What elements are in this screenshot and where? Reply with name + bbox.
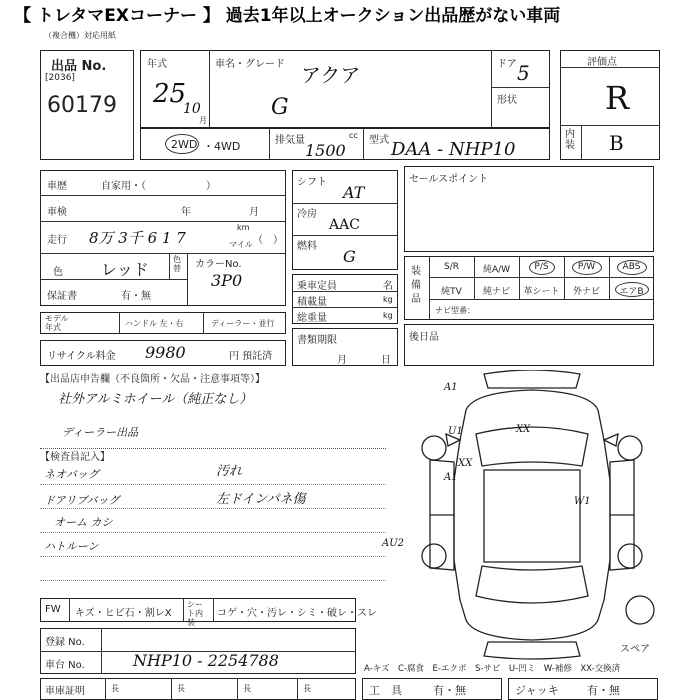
- damage-u1-left: U1: [448, 426, 463, 437]
- seat-text: コゲ・穴・汚レ・シミ・破レ・スレ: [217, 608, 377, 619]
- shift-box: [292, 170, 398, 270]
- inspector-left-2: ドアリブバッグ: [44, 494, 120, 507]
- dealer-label: ディーラー・並行: [211, 319, 275, 328]
- equip-abs: ABS: [622, 262, 641, 272]
- inspection-month: 月: [249, 207, 259, 218]
- inspector-right-1: 汚れ: [216, 464, 243, 479]
- equip-tv: 純TV: [441, 287, 462, 297]
- displacement-label: 排気量: [275, 135, 305, 146]
- handle-label: ハンドル 左・右: [125, 319, 184, 328]
- inspector-left-4: ハトルーン: [44, 540, 99, 553]
- fuel-value: G: [343, 247, 356, 266]
- shift-label: シフト: [297, 177, 327, 188]
- equip-pw: P/W: [577, 262, 596, 272]
- equip-aw: 純A/W: [482, 265, 511, 275]
- jack-label: ジャッキ: [515, 684, 559, 697]
- fw-text: キズ・ヒビ石・割レX: [75, 608, 172, 619]
- mileage-value: 8万 3千 6 1 7: [89, 229, 186, 247]
- color-code: 3P0: [211, 271, 243, 290]
- recycle-label: リサイクル料金: [47, 351, 116, 362]
- type-label: 型式: [369, 135, 389, 146]
- cert-cell-3: 長: [243, 684, 251, 693]
- recycle-box: [40, 340, 286, 366]
- model-year-box: [40, 312, 286, 334]
- load-label: 積載量: [297, 297, 327, 308]
- displacement-value: 1500: [305, 141, 346, 160]
- lot-box: [40, 50, 134, 160]
- mileage-km: km: [237, 223, 250, 232]
- damage-au2: AU2: [382, 538, 405, 549]
- weight-label: 総重量: [297, 313, 327, 324]
- registration-label: 登録 No.: [45, 637, 85, 648]
- score-value: R: [605, 79, 630, 117]
- damage-legend: A-キズ C-腐食 E-エクボ S-サビ U-凹ミ W-補修 XX-交換済: [364, 664, 621, 674]
- paper-note: （複合機）対応用紙: [44, 31, 116, 40]
- tools-value: 有・無: [433, 684, 466, 697]
- equip-airbag: エアB: [619, 287, 644, 297]
- inspection-year: 年: [181, 207, 191, 218]
- jack-box: [508, 678, 658, 700]
- after-notes-label: 後日品: [409, 332, 439, 343]
- recycle-value: 9980: [145, 343, 186, 362]
- inspector-left-3: オーム カシ: [54, 516, 113, 529]
- inspector-notes-label: 【検査員記入】: [40, 452, 110, 463]
- history-label: 車歴: [47, 181, 67, 192]
- equip-abs-circle: [617, 260, 647, 275]
- damage-a1-mid: A1: [444, 472, 458, 483]
- documents-box: [292, 328, 398, 366]
- model-name: アクア: [301, 63, 361, 87]
- capacity-label: 乗車定員: [297, 281, 337, 292]
- chassis-value: NHP10 - 2254788: [133, 651, 279, 670]
- damage-a1-top: A1: [444, 382, 458, 393]
- color-value: レッド: [101, 260, 149, 279]
- warranty-value: 有・無: [121, 291, 151, 302]
- tools-label: 工 具: [369, 684, 402, 697]
- load-unit: kg: [383, 295, 393, 304]
- documents-day: 日: [381, 355, 391, 366]
- jack-value: 有・無: [587, 684, 620, 697]
- chassis-label: 車台 No.: [45, 660, 85, 671]
- history-value: 自家用・（ ）: [101, 181, 216, 192]
- equip-sr: S/R: [444, 262, 459, 272]
- after-notes-box: [404, 324, 654, 366]
- inspector-left-1: ネオバッグ: [44, 468, 99, 481]
- fw-label: FW: [45, 604, 61, 615]
- year-model-box: [140, 50, 550, 128]
- score-box: [560, 50, 660, 160]
- drive-4wd: ・4WD: [203, 140, 241, 153]
- seller-note-1: 社外アルミホイール（純正なし）: [58, 392, 253, 407]
- shape-label: 形状: [497, 95, 517, 106]
- equip-airbag-circle: [615, 282, 649, 297]
- drive-circle: [165, 134, 199, 154]
- sales-point-label: セールスポイント: [409, 174, 489, 185]
- equip-pw-circle: [572, 260, 602, 275]
- interior-value: B: [609, 131, 624, 155]
- cert-box: [40, 678, 356, 700]
- warranty-label: 保証書: [47, 291, 77, 302]
- seller-note-2: ディーラー出品: [62, 426, 139, 439]
- color-change-label: 色替: [173, 255, 181, 273]
- year-label: 年式: [147, 59, 167, 70]
- equip-ps-circle: [529, 260, 555, 275]
- drive-2wd: 2WD: [171, 138, 198, 151]
- tools-box: [362, 678, 502, 700]
- model-year-label: モデル年式: [45, 314, 69, 332]
- vehicle-info-box: [40, 170, 286, 306]
- interior-label: 内装: [565, 129, 575, 151]
- door-value: 5: [517, 61, 530, 85]
- score-label: 評価点: [587, 57, 617, 68]
- equip-ps: P/S: [534, 262, 549, 272]
- year-value: 25: [153, 79, 187, 109]
- type-value: DAA - NHP10: [391, 139, 516, 160]
- year-month-unit: 月: [199, 116, 207, 125]
- year-month: 10: [183, 101, 201, 117]
- navi-model-label: ナビ型番：: [435, 306, 475, 315]
- cert-cell-1: 長: [111, 684, 119, 693]
- spare-label: スペア: [620, 644, 650, 655]
- aircon-label: 冷房: [297, 209, 317, 220]
- equip-ext-navi: 外ナビ: [572, 287, 600, 297]
- weight-unit: kg: [383, 311, 393, 320]
- cert-label: 車庫証明: [45, 686, 85, 697]
- sales-point-box: [404, 166, 654, 252]
- recycle-unit: 円 預託済: [229, 351, 273, 362]
- door-label: ドア: [497, 59, 517, 70]
- capacity-unit: 名: [383, 281, 393, 292]
- fw-row-box: [40, 598, 377, 627]
- color-label: 色: [53, 267, 63, 278]
- fuel-label: 燃料: [297, 241, 317, 252]
- lot-number: 60179: [47, 93, 117, 118]
- seat-label: シート内装: [187, 600, 203, 627]
- equipment-box: [404, 256, 654, 320]
- model-grade: G: [271, 95, 289, 120]
- equip-leather: 革シート: [523, 287, 560, 297]
- capacity-box: [292, 274, 398, 324]
- displacement-unit: cc: [349, 131, 358, 140]
- seller-notes-label: 【出品店申告欄（不良箇所・欠品・注意事項等）】: [40, 374, 265, 385]
- documents-month: 月: [337, 355, 347, 366]
- drive-type-box: [140, 128, 550, 160]
- lot-label: 出品 No.: [51, 59, 107, 74]
- banner-title: 【 トレタマEXコーナー 】 過去1年以上オークション出品歴がない車両: [0, 0, 700, 32]
- shift-value: AT: [343, 183, 365, 202]
- equip-navi: 純ナビ: [482, 287, 510, 297]
- inspector-right-2: 左ドインパネ傷: [216, 492, 306, 507]
- model-label: 車名・グレード: [215, 59, 285, 70]
- color-code-label: カラーNo.: [195, 259, 242, 270]
- aircon-value: AAC: [329, 217, 360, 233]
- mileage-paren: （ ）: [253, 235, 283, 246]
- damage-w1-right: W1: [574, 496, 591, 507]
- damage-xx-left: XX: [458, 458, 473, 469]
- mileage-mile: マイル: [229, 240, 253, 249]
- lot-tag: [2036]: [45, 73, 75, 83]
- mileage-label: 走行: [47, 235, 67, 246]
- inspection-label: 車検: [47, 207, 67, 218]
- cert-cell-2: 長: [177, 684, 185, 693]
- cert-cell-4: 長: [303, 684, 311, 693]
- car-damage-diagram: [404, 370, 660, 660]
- equipment-label: 装備品: [411, 266, 421, 305]
- damage-xx-top: XX: [516, 424, 531, 435]
- documents-label: 書類期限: [297, 335, 337, 346]
- registration-box: [40, 628, 356, 674]
